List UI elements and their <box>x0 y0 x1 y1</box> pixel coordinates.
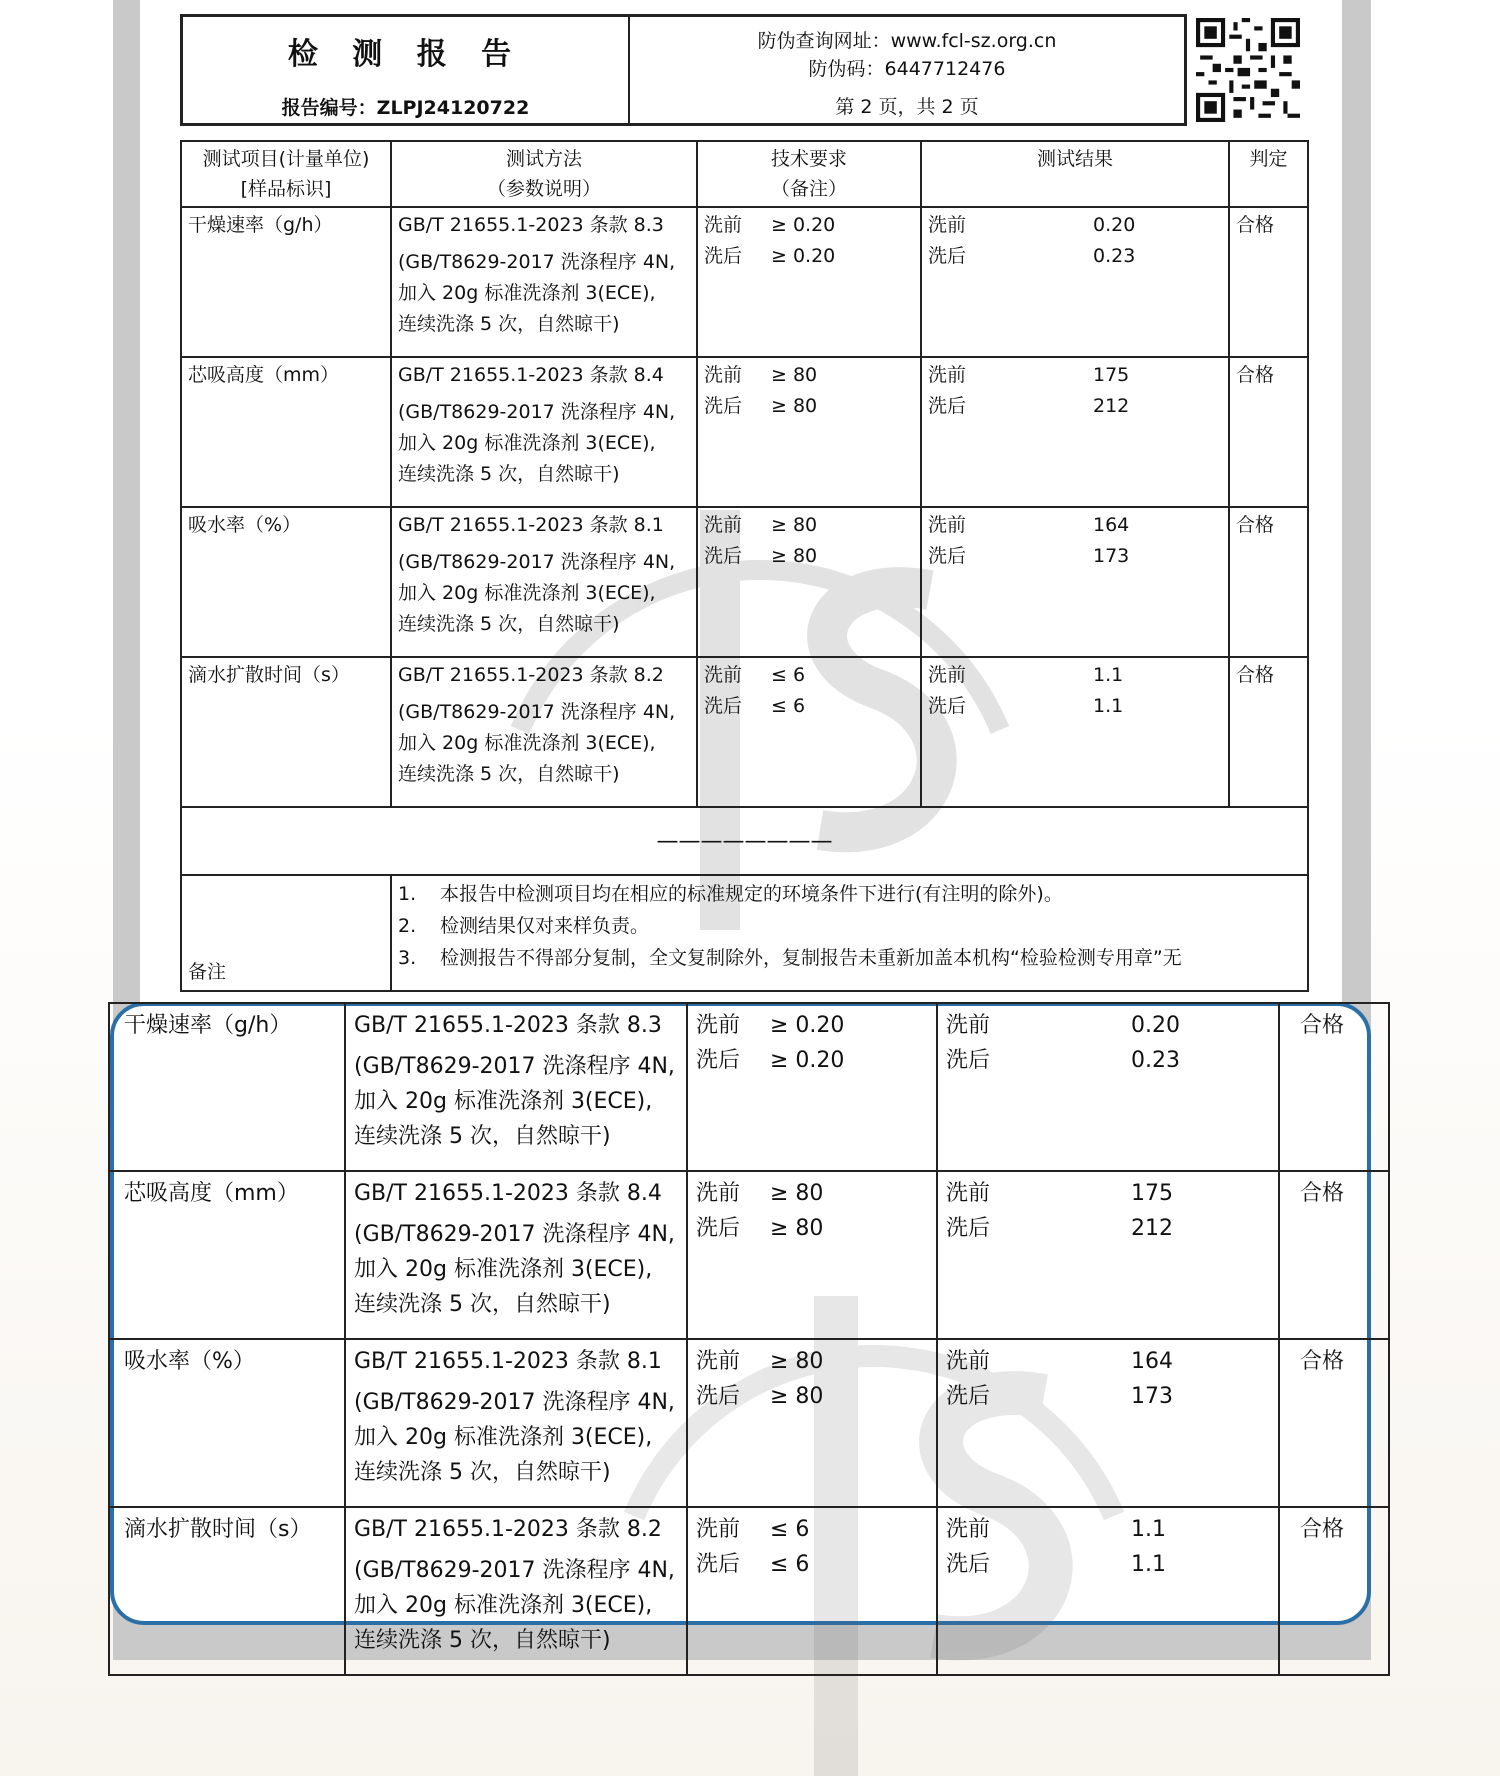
judge-cell: 合格 <box>1279 1339 1389 1507</box>
header-requirement: 技术要求 （备注） <box>697 141 921 207</box>
item-cell: 吸水率（%） <box>181 507 391 657</box>
remarks-row <box>181 875 1308 991</box>
zoomed-results-table <box>108 1002 1390 1676</box>
method-cell: GB/T 21655.1-2023 条款 8.4 (GB/T8629-2017 洗涤程序 4N, 加入 20g 标准洗涤剂 3(ECE), 连续洗涤 5 次，自然晾干) <box>391 357 697 507</box>
header-judge: 判定 <box>1229 141 1308 207</box>
table-header-row <box>181 141 1308 207</box>
method-cell: GB/T 21655.1-2023 条款 8.1 (GB/T8629-2017 洗涤程序 4N, 加入 20g 标准洗涤剂 3(ECE), 连续洗涤 5 次，自然晾干) <box>391 507 697 657</box>
results-table <box>180 140 1309 992</box>
result-cell: 洗前 0.20 洗后 0.23 <box>937 1003 1279 1171</box>
result-cell: 洗前 164 洗后 173 <box>937 1339 1279 1507</box>
table-row <box>181 657 1308 807</box>
report-header <box>180 14 1187 126</box>
report-page <box>140 0 1342 1005</box>
requirement-cell: 洗前 ≥ 80 洗后 ≥ 80 <box>687 1339 937 1507</box>
report-number: 报告编号：ZLPJ24120722 <box>281 97 530 119</box>
method-cell: GB/T 21655.1-2023 条款 8.4 (GB/T8629-2017 洗涤程序 4N, 加入 20g 标准洗涤剂 3(ECE), 连续洗涤 5 次，自然晾干) <box>345 1171 687 1339</box>
result-cell: 洗前 175 洗后 212 <box>921 357 1229 507</box>
result-cell: 洗前 1.1 洗后 1.1 <box>921 657 1229 807</box>
item-cell: 干燥速率（g/h） <box>181 207 391 357</box>
judge-cell: 合格 <box>1229 207 1308 357</box>
requirement-cell: 洗前 ≥ 80 洗后 ≥ 80 <box>697 357 921 507</box>
remark-item: 1. 本报告中检测项目均在相应的标准规定的环境条件下进行(有注明的除外)。 <box>398 883 1063 905</box>
anti-fake-code: 防伪码：6447712476 <box>808 58 1006 80</box>
judge-cell: 合格 <box>1229 357 1308 507</box>
item-cell: 干燥速率（g/h） <box>109 1003 345 1171</box>
method-cell: GB/T 21655.1-2023 条款 8.3 (GB/T8629-2017 洗涤程序 4N, 加入 20g 标准洗涤剂 3(ECE), 连续洗涤 5 次，自然晾干) <box>345 1003 687 1171</box>
anti-fake-url: 防伪查询网址：www.fcl-sz.org.cn <box>757 30 1057 52</box>
judge-cell: 合格 <box>1279 1171 1389 1339</box>
table-row <box>109 1507 1389 1675</box>
requirement-cell: 洗前 ≥ 0.20 洗后 ≥ 0.20 <box>697 207 921 357</box>
remarks-label: 备注 <box>181 875 391 991</box>
zoom-callout <box>110 1002 1371 1653</box>
result-cell: 洗前 175 洗后 212 <box>937 1171 1279 1339</box>
requirement-cell: 洗前 ≥ 80 洗后 ≥ 80 <box>697 507 921 657</box>
method-cell: GB/T 21655.1-2023 条款 8.2 (GB/T8629-2017 洗涤程序 4N, 加入 20g 标准洗涤剂 3(ECE), 连续洗涤 5 次，自然晾干) <box>391 657 697 807</box>
table-row <box>181 207 1308 357</box>
judge-cell: 合格 <box>1229 657 1308 807</box>
judge-cell: 合格 <box>1279 1507 1389 1675</box>
page-info: 第 2 页，共 2 页 <box>835 96 979 118</box>
item-cell: 滴水扩散时间（s） <box>109 1507 345 1675</box>
requirement-cell: 洗前 ≥ 0.20 洗后 ≥ 0.20 <box>687 1003 937 1171</box>
divider-row <box>181 807 1308 875</box>
requirement-cell: 洗前 ≤ 6 洗后 ≤ 6 <box>697 657 921 807</box>
header-item: 测试项目(计量单位) [样品标识] <box>181 141 391 207</box>
report-title: 检 测 报 告 <box>287 37 524 72</box>
header-left <box>183 17 630 123</box>
remark-item: 3. 检测报告不得部分复制，全文复制除外，复制报告未重新加盖本机构“检验检测专用章”无 <box>398 947 1182 969</box>
result-cell: 洗前 164 洗后 173 <box>921 507 1229 657</box>
method-cell: GB/T 21655.1-2023 条款 8.3 (GB/T8629-2017 洗涤程序 4N, 加入 20g 标准洗涤剂 3(ECE), 连续洗涤 5 次，自然晾干) <box>391 207 697 357</box>
remark-item: 2. 检测结果仅对来样负责。 <box>398 915 650 937</box>
table-row <box>181 507 1308 657</box>
header-method: 测试方法 （参数说明） <box>391 141 697 207</box>
table-row <box>109 1339 1389 1507</box>
requirement-cell: 洗前 ≤ 6 洗后 ≤ 6 <box>687 1507 937 1675</box>
judge-cell: 合格 <box>1279 1003 1389 1171</box>
table-row <box>109 1003 1389 1171</box>
table-row <box>181 357 1308 507</box>
qr-code-icon <box>1196 18 1300 122</box>
divider-line: ———————— <box>181 807 1308 875</box>
result-cell: 洗前 1.1 洗后 1.1 <box>937 1507 1279 1675</box>
item-cell: 芯吸高度（mm） <box>109 1171 345 1339</box>
item-cell: 吸水率（%） <box>109 1339 345 1507</box>
item-cell: 芯吸高度（mm） <box>181 357 391 507</box>
method-cell: GB/T 21655.1-2023 条款 8.2 (GB/T8629-2017 洗涤程序 4N, 加入 20g 标准洗涤剂 3(ECE), 连续洗涤 5 次，自然晾干) <box>345 1507 687 1675</box>
header-right <box>630 17 1184 123</box>
method-cell: GB/T 21655.1-2023 条款 8.1 (GB/T8629-2017 洗涤程序 4N, 加入 20g 标准洗涤剂 3(ECE), 连续洗涤 5 次，自然晾干) <box>345 1339 687 1507</box>
table-row <box>109 1171 1389 1339</box>
header-result: 测试结果 <box>921 141 1229 207</box>
judge-cell: 合格 <box>1229 507 1308 657</box>
requirement-cell: 洗前 ≥ 80 洗后 ≥ 80 <box>687 1171 937 1339</box>
item-cell: 滴水扩散时间（s） <box>181 657 391 807</box>
result-cell: 洗前 0.20 洗后 0.23 <box>921 207 1229 357</box>
remarks-content <box>391 875 1308 991</box>
